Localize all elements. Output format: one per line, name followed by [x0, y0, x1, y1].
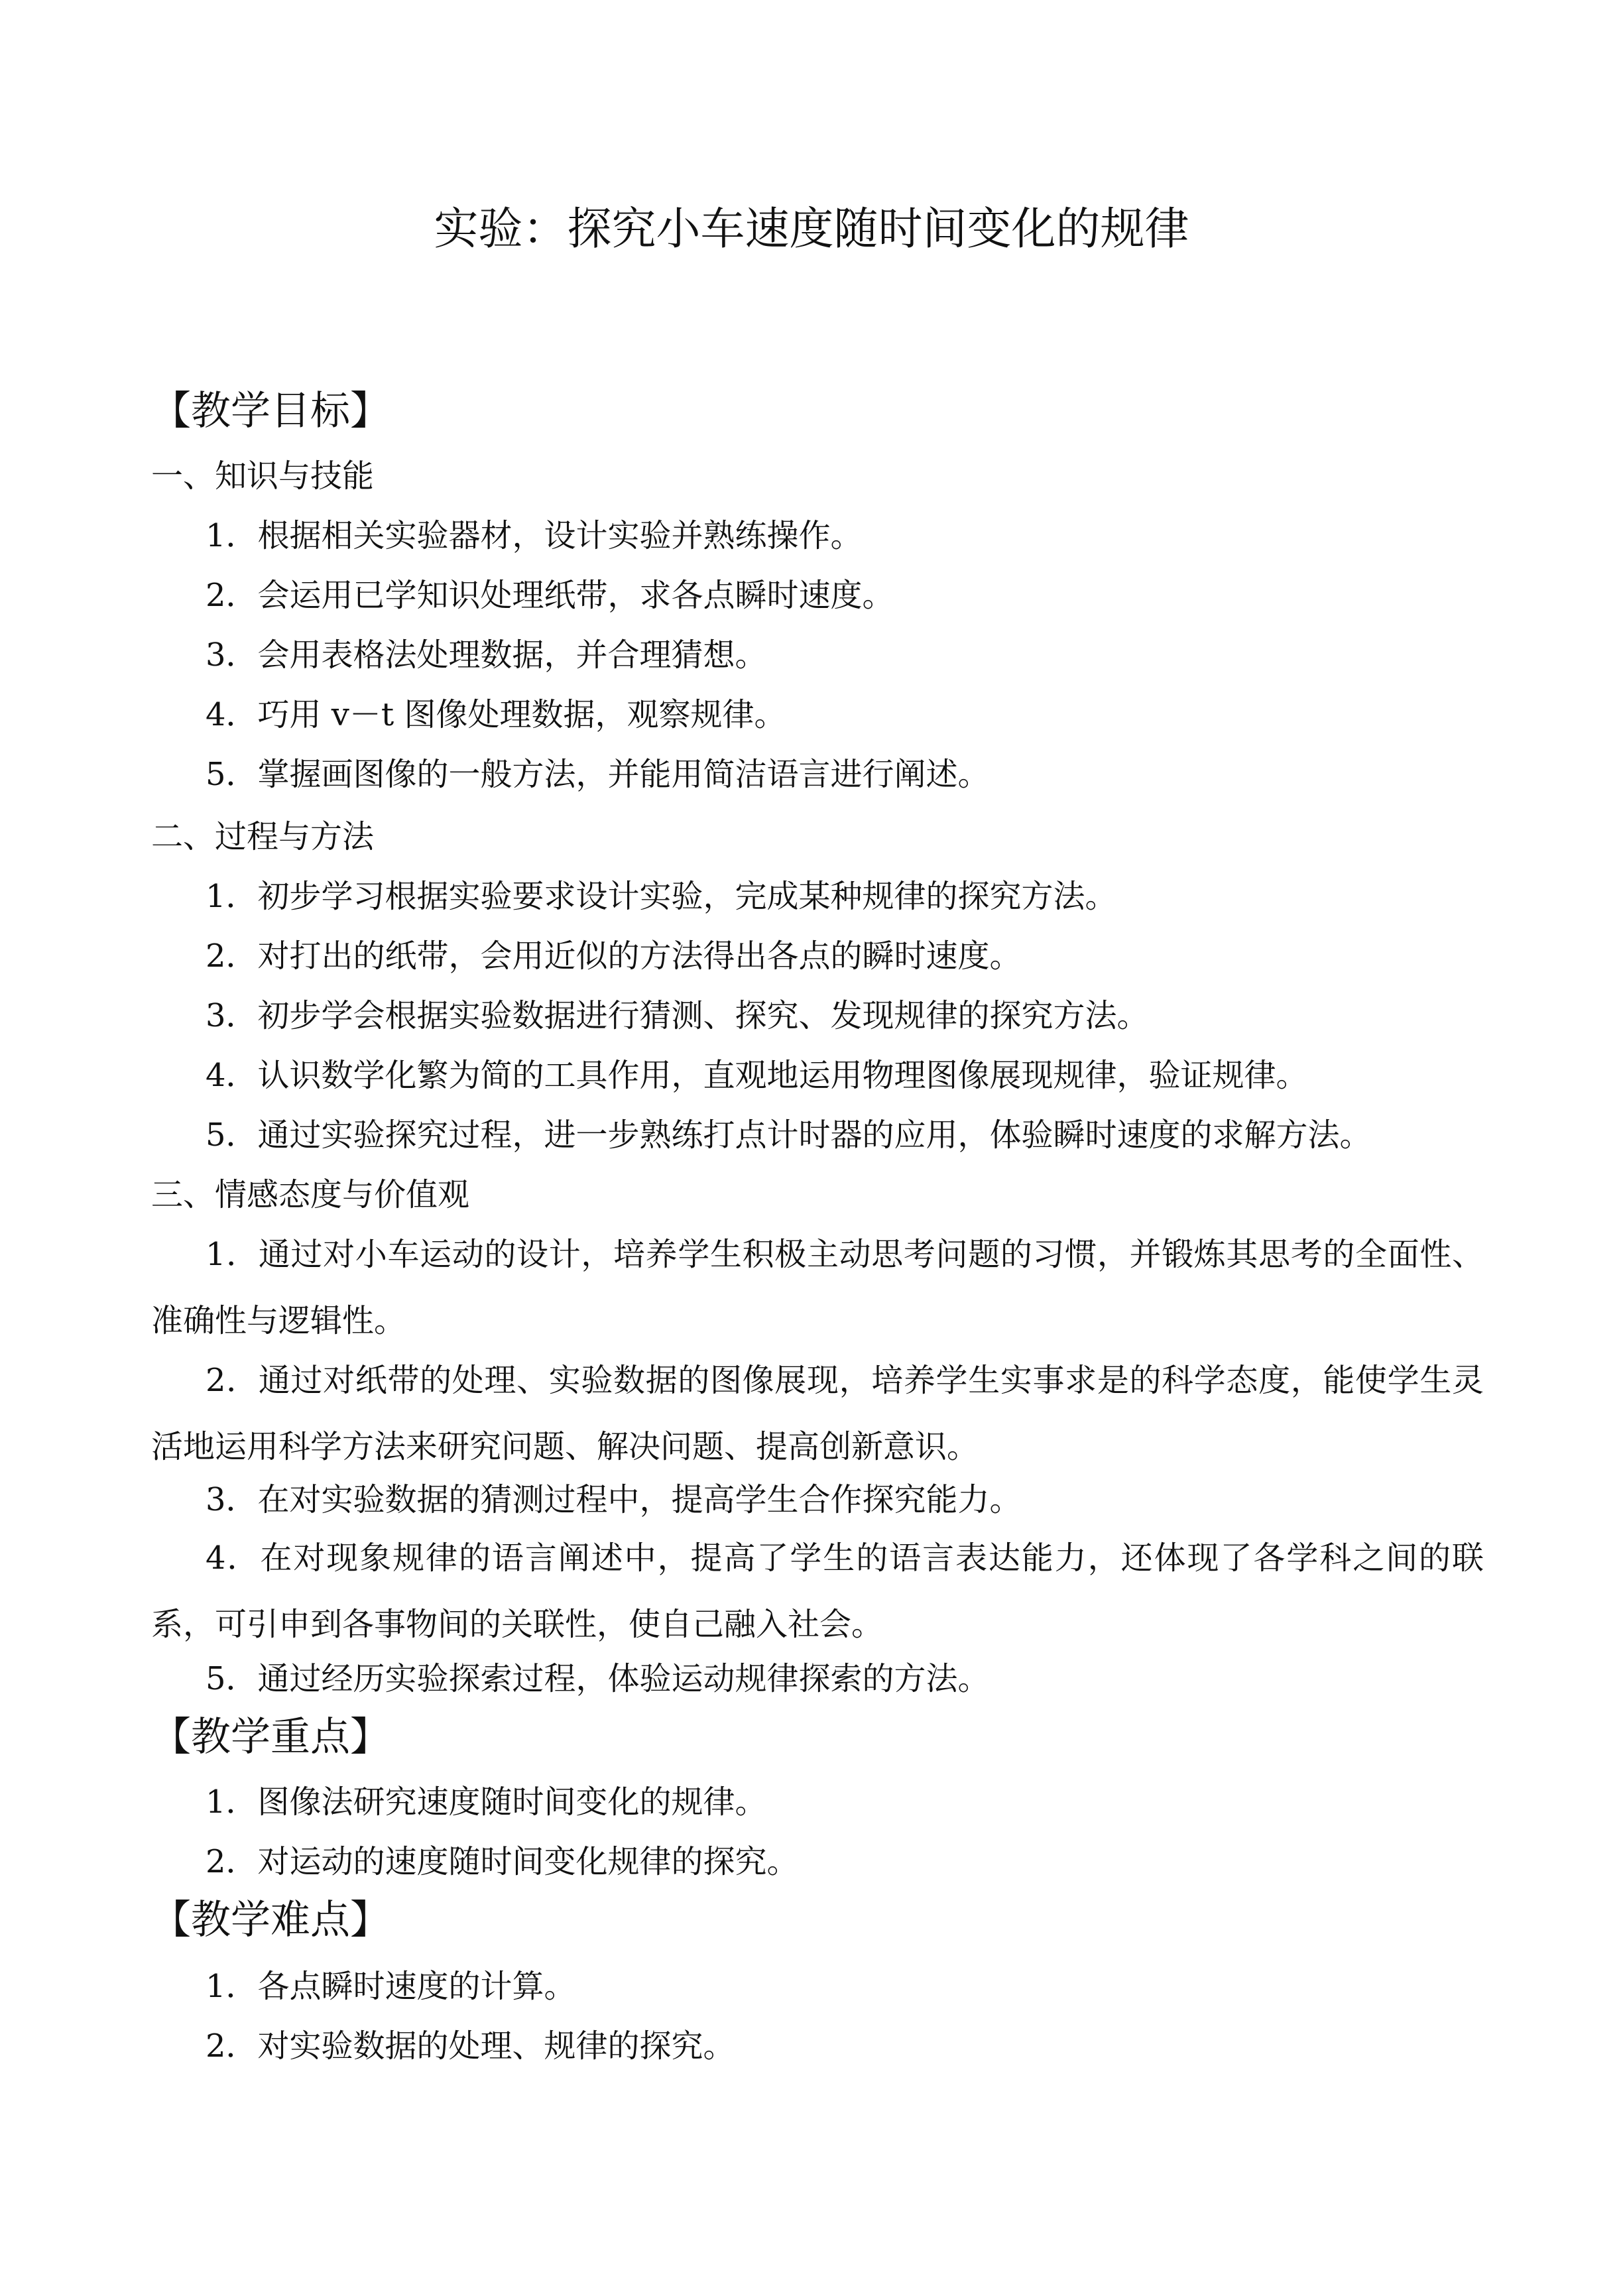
list-item: 1．通过对小车运动的设计，培养学生积极主动思考问题的习惯，并锻炼其思考的全面性、准确性与逻辑性。 [151, 1236, 1484, 1339]
list-item: 1．图像法研究速度随时间变化的规律。 [206, 1783, 767, 1821]
list-item: 5．通过经历实验探索过程，体验运动规律探索的方法。 [206, 1660, 990, 1697]
list-item: 1．各点瞬时速度的计算。 [206, 1968, 576, 2005]
list-item: 2．对打出的纸带，会用近似的方法得出各点的瞬时速度。 [206, 937, 1022, 975]
section-title-knowledge: 一、知识与技能 [151, 457, 375, 495]
list-item: 2．对实验数据的处理、规律的探究。 [206, 2027, 735, 2065]
page-title: 实验：探究小车速度随时间变化的规律 [434, 203, 1189, 255]
difficulties-heading: 【教学难点】 [151, 1897, 390, 1943]
list-item: 2．通过对纸带的处理、实验数据的图像展现，培养学生实事求是的科学态度，能使学生灵活地运用科学方法来研究问题、解决问题、提高创新意识。 [151, 1362, 1484, 1465]
list-item: 1．初步学习根据实验要求设计实验，完成某种规律的探究方法。 [206, 878, 1117, 915]
list-item: 3．会用表格法处理数据，并合理猜想。 [206, 636, 767, 674]
list-item: 1．根据相关实验器材，设计实验并熟练操作。 [206, 517, 863, 554]
objectives-heading: 【教学目标】 [151, 388, 390, 434]
list-item: 4．在对现象规律的语言阐述中，提高了学生的语言表达能力，还体现了各学科之间的联系，可引申到各事物间的关联性，使自己融入社会。 [151, 1540, 1484, 1643]
list-item: 3．在对实验数据的猜测过程中，提高学生合作探究能力。 [206, 1481, 1022, 1518]
section-title-process: 二、过程与方法 [151, 818, 375, 855]
list-item: 4．认识数学化繁为简的工具作用，直观地运用物理图像展现规律，验证规律。 [206, 1057, 1308, 1094]
section-title-attitude: 三、情感态度与价值观 [151, 1176, 470, 1213]
list-item: 4．巧用 v－t 图像处理数据，观察规律。 [206, 696, 786, 733]
key-points-heading: 【教学重点】 [151, 1714, 390, 1760]
list-item: 3．初步学会根据实验数据进行猜测、探究、发现规律的探究方法。 [206, 997, 1149, 1034]
list-item: 5．掌握画图像的一般方法，并能用简洁语言进行阐述。 [206, 756, 990, 793]
list-item: 2．对运动的速度随时间变化规律的探究。 [206, 1843, 799, 1880]
list-item: 5．通过实验探究过程，进一步熟练打点计时器的应用，体验瞬时速度的求解方法。 [206, 1117, 1372, 1154]
list-item: 2．会运用已学知识处理纸带，求各点瞬时速度。 [206, 577, 894, 614]
